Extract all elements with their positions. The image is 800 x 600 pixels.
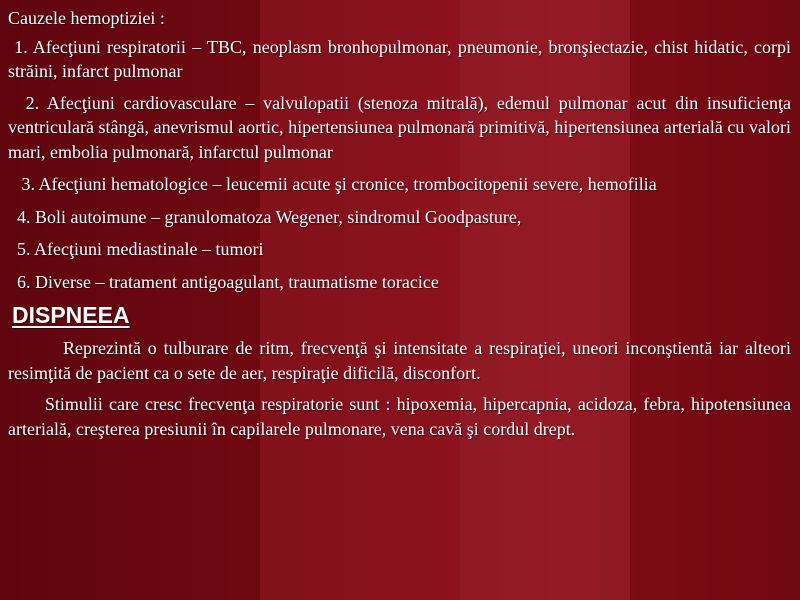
stimuli-paragraph: Stimulii care cresc frecvenţa respiratorie sunt : hipoxemia, hipercapnia, acidoza, febra, hipotensiunea arterială, creşterea presiunii în capilarele pulmonare, vena cavă şi cordul drept. [8, 394, 796, 439]
section-heading: DISPNEEA [12, 302, 130, 328]
cause-item-misc: 6. Diverse – tratament antigoagulant, traumatisme toracice [8, 271, 439, 292]
cause-item-cardiovascular: 2. Afecţiuni cardiovasculare – valvulopatii (stenoza mitrală), edemul pulmonar acut din insuficienţa ventriculară stângă, anevrismul aortic, hipertensiunea pulmonară primitivă, hipertensiunea arterială cu valori mari, embolia pulmonară, infarctul pulmonar [8, 92, 796, 162]
cause-item-mediastinal: 5. Afecţiuni mediastinale – tumori [8, 239, 264, 259]
cause-item-autoimmune: 4. Boli autoimune – granulomatoza Wegener, sindromul Goodpasture, [8, 206, 522, 227]
cause-item-respiratory: 1. Afecţiuni respiratorii – TBC, neoplasm bronhopulmonar, pneumonie, bronşiectazie, chist hidatic, corpi străini, infarct pulmonar [8, 36, 796, 81]
definition-paragraph: Reprezintă o tulburare de ritm, frecvenţă şi intensitate a respiraţiei, uneori inconştientă iar alteori resimţită de pacient ca o sete de aer, respiraţie dificilă, disconfort. [8, 338, 796, 383]
causes-intro: Cauzele hemoptiziei : [8, 8, 165, 28]
slide-content [8, 6, 796, 441]
cause-item-hematologic: 3. Afecţiuni hematologice – leucemii acute şi cronice, trombocitopenii severe, hemofilia [8, 174, 657, 194]
